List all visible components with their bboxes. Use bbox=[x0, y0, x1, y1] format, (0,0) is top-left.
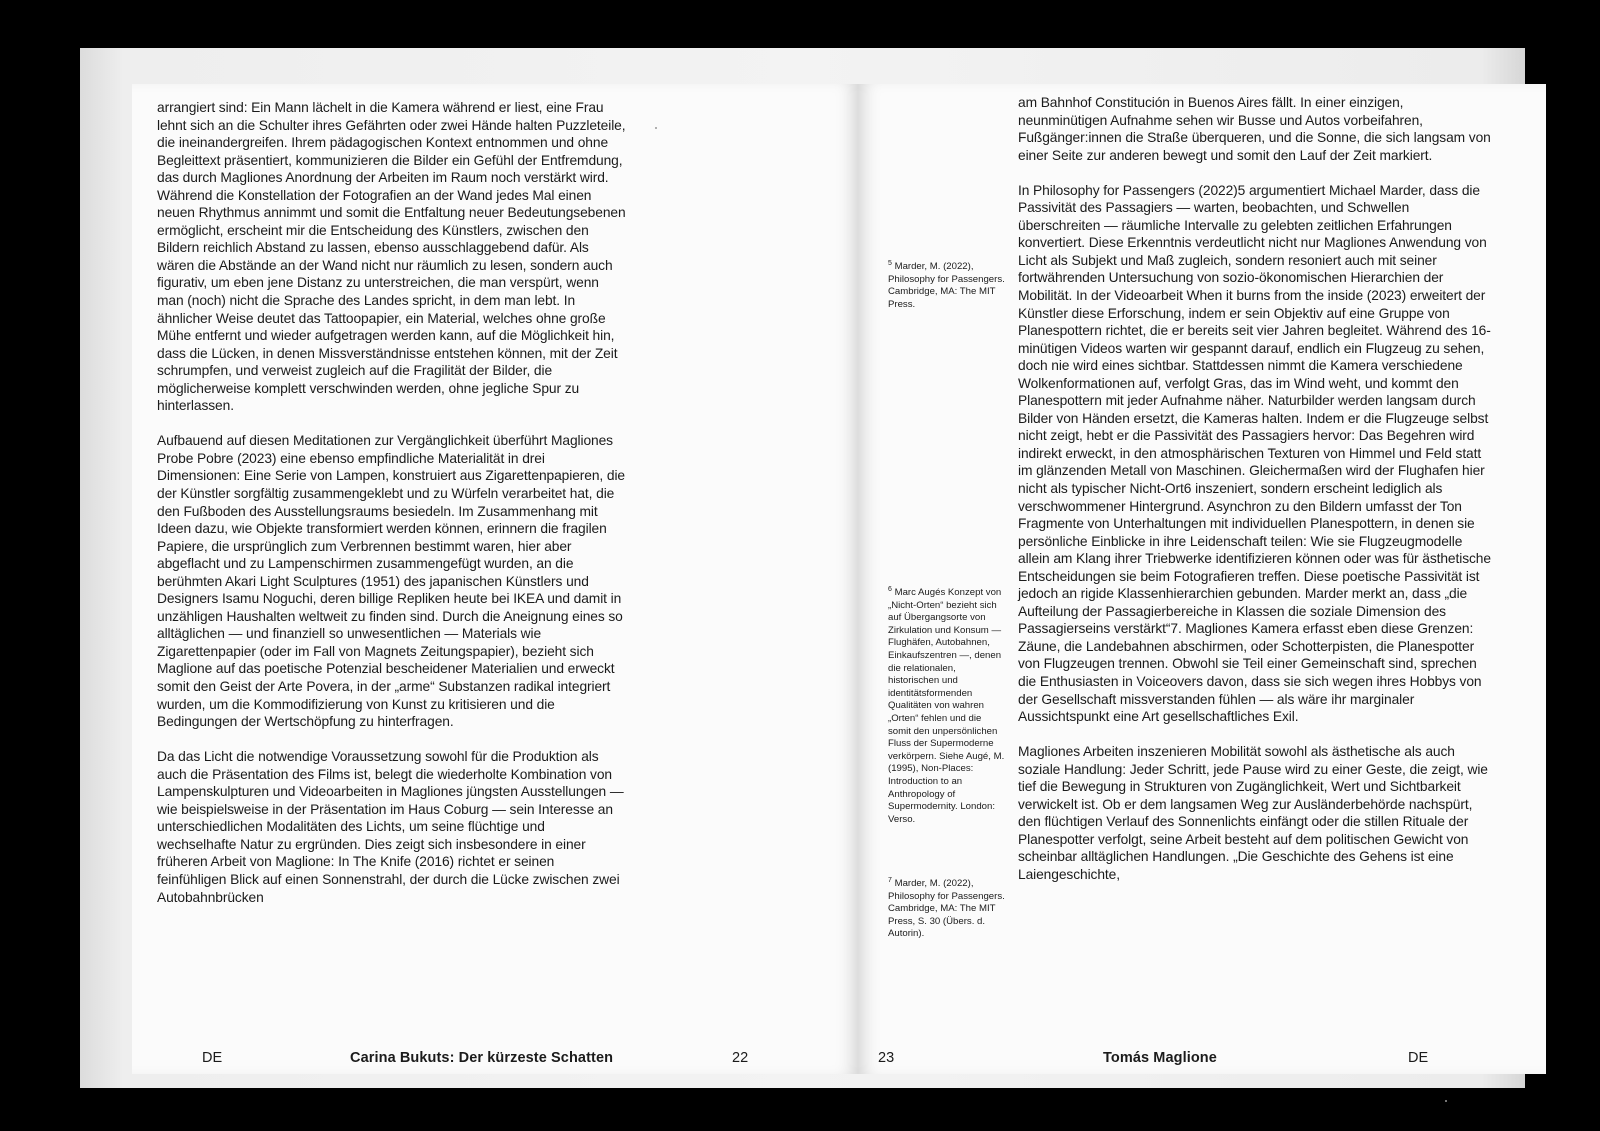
footer-language: DE bbox=[202, 1050, 223, 1066]
paragraph: Aufbauend auf diesen Meditationen zur Vergänglichkeit überführt Magliones Probe Pobre (2023) eine ebenso empfindliche Materialität in drei Dimensionen: Eine Serie von Lampen, konstruiert aus Zigarettenpapieren, die der Künstler sorgfältig zusammengeklebt und zu Würfeln verarbeitet hat, die den Fußboden des Ausstellungsraums besiedeln. Im Zusammenhang mit Ideen dazu, wie Objekte transformiert werden können, erinnern die fragilen Papiere, die ursprünglich zum Verbrennen bestimmt waren, hier aber abgeflacht und zu Lampenschirmen zusammengefügt wurden, an die berühmten Akari Light Sculptures (1951) des japanischen Künstlers und Designers Isamu Noguchi, deren billige Repliken heute bei IKEA und damit in unzähligen Haushalten weltweit zu finden sind. Durch die Aneignung eines so alltäglichen — und finanziell so unwesentlichen — Materials wie Zigarettenpapier (oder im Fall von Magnets Zeitungspapier), bezieht sich Maglione auf das poetische Potenzial bescheidener Materialien und erweckt somit den Geist der Arte Povera, in der „arme“ Substanzen radikal integriert wurden, um die Kommodifizierung von Kunst zu kritisieren und die Bedingungen der Wertschöpfung zu hinterfragen. bbox=[157, 433, 626, 730]
footer-language: DE bbox=[1408, 1050, 1429, 1066]
footnote-text: Marder, M. (2022), Philosophy for Passengers. Cambridge, MA: The MIT Press, S. 30 (Übers. d. Autorin). bbox=[888, 878, 1005, 940]
footnote bbox=[888, 261, 1006, 311]
page-number: 23 bbox=[878, 1050, 895, 1066]
footnote bbox=[888, 878, 1006, 941]
paragraph: Da das Licht die notwendige Voraussetzung sowohl für die Produktion als auch die Präsentation des Films ist, belegt die wiederholte Kombination von Lampenskulpturen und Videoarbeiten in Magliones jüngsten Ausstellungen — wie beispielsweise in der Präsentation im Haus Coburg — sein Interesse an unterschiedlichen Modalitäten des Lichts, um seine flüchtige und wechselhafte Natur zu ergründen. Dies zeigt sich insbesondere in einer früheren Arbeit von Maglione: In The Knife (2016) richtet er seinen feinfühligen Blick auf einen Sonnenstrahl, der durch die Lücke zwischen zwei Autobahnbrücken bbox=[157, 749, 624, 905]
dust-speck bbox=[1445, 1100, 1447, 1102]
paragraph: am Bahnhof Constitución in Buenos Aires fällt. In einer einzigen, neunminütigen Aufnahme sehen wir Busse und Autos vorbeifahren, Fußgänger:innen die Straße überqueren, und die Sonne, die sich langsam von einer Seite zur anderen bewegt und somit den Lauf der Zeit markiert. bbox=[1018, 95, 1491, 163]
left-body-text bbox=[157, 99, 627, 924]
left-page bbox=[132, 84, 858, 1074]
footnote-text: Marc Augés Konzept von „Nicht-Orten“ bezieht sich auf Übergangsorte von Zirkulation und Konsum — Flughäfen, Autobahnen, Einkaufszentren —, denen die relationalen, historischen und identitätsformenden Qualitäten von wahren „Orten“ fehlen und die somit den unpersönlichen Fluss der Supermoderne verkörpern. Siehe Augé, M. (1995), Non-Places: Introduction to an Anthropology of Supermodernity. London: Verso. bbox=[888, 587, 1005, 825]
open-book bbox=[80, 48, 1525, 1088]
footnote-text: Marder, M. (2022), Philosophy for Passengers. Cambridge, MA: The MIT Press. bbox=[888, 261, 1005, 310]
footnote bbox=[888, 587, 1006, 826]
page-number: 22 bbox=[732, 1050, 749, 1066]
dust-speck bbox=[655, 127, 657, 129]
paragraph: arrangiert sind: Ein Mann lächelt in die Kamera während er liest, eine Frau lehnt sich an die Schulter ihres Gefährten oder zwei Hände halten Puzzleteile, die ineinandergreifen. Ihrem pädagogischen Kontext entnommen und ohne Begleittext präsentiert, kommunizieren die Bilder ein Gefühl der Entfremdung, das durch Magliones Anordnung der Arbeiten im Raum noch verstärkt wird. Während die Konstellation der Fotografien an der Wand jedes Mal einen neuen Rhythmus annimmt und somit die Entfaltung neuer Bedeutungsebenen ermöglicht, erscheint mir die Entscheidung des Künstlers, zwischen den Bildern reichlich Abstand zu lassen, ebenso ausschlaggebend dafür. Als wären die Abstände an der Wand nicht nur räumlich zu lesen, sondern auch figurativ, um eben jene Distanz zu unterstreichen, die man verspürt, wenn man (noch) nicht die Sprache des Landes spricht, in dem man lebt. In ähnlicher Weise deutet das Tattoopapier, ein Material, welches ohne große Mühe entfernt und wieder aufgetragen werden kann, auf die Möglichkeit hin, dass die Lücken, in denen Missverständnisse entstehen können, mit der Zeit schrumpfen, und verweist zugleich auf die Fragilität der Bilder, die möglicherweise komplett verschwinden werden, ohne jegliche Spur zu hinterlassen. bbox=[157, 100, 626, 414]
right-page bbox=[858, 84, 1546, 1074]
paragraph: Magliones Arbeiten inszenieren Mobilität sowohl als ästhetische als auch soziale Handlung: Jeder Schritt, jede Pause wird zu einer Geste, die zeigt, wie tief die Bewegung in Strukturen von Zugänglichkeit, Wert und Sichtbarkeit verwickelt ist. Ob er dem langsamen Weg zur Ausländerbehörde nachspürt, den flüchtigen Verlauf des Sonnenlichts einfängt oder die stillen Rituale der Planespotter verfolgt, seine Arbeit besteht auf dem politischen Gewicht von scheinbar alltäglichen Handlungen. „Die Geschichte des Gehens ist eine Laiengeschichte, bbox=[1018, 744, 1488, 882]
right-body-text bbox=[1018, 94, 1493, 901]
footnote-number: 5 bbox=[888, 259, 892, 267]
running-title: Tomás Maglione bbox=[1103, 1050, 1217, 1066]
footnote-number: 6 bbox=[888, 585, 892, 593]
running-title: Carina Bukuts: Der kürzeste Schatten bbox=[350, 1050, 614, 1066]
paragraph: In Philosophy for Passengers (2022)5 argumentiert Michael Marder, dass die Passivität des Passagiers — warten, beobachten, und Schwellen überschreiten — räumliche Intervalle zu gelebten zeitlichen Erfahrungen konvertiert. Diese Erkenntnis verdeutlicht nicht nur Magliones Anwendung von Licht als Subjekt und Maß zugleich, sondern resoniert auch mit seiner fortwährenden Untersuchung von sozio-ökonomischen Hierarchien der Mobilität. In der Videoarbeit When it burns from the inside (2023) erweitert der Künstler diese Erforschung, indem er sein Objektiv auf eine Gruppe von Planespottern richtet, die er bereits seit vier Jahren begleitet. Während des 16-minütigen Videos warten wir gespannt darauf, endlich ein Flugzeug zu sehen, doch nie wird eines sichtbar. Stattdessen nimmt die Kamera verschiedene Wolkenformationen auf, verfolgt Gras, das im Wind weht, und kommt den Planespottern mit jeder Aufnahme näher. Naturbilder werden langsam durch Bilder von Händen ersetzt, die Kameras halten. Indem er die Flugzeuge selbst nicht zeigt, hebt er die Passivität des Passagiers hervor: Das Begehren wird indirekt erweckt, in den atmosphärischen Texturen von Himmel und Feld statt im glänzenden Metall von Maschinen. Gleichermaßen wird der Flughafen hier nicht als typischer Nicht-Ort6 inszeniert, sondern erscheint lediglich als verschwommener Hintergrund. Asynchron zu den Bildern umfasst der Ton Fragmente von Unterhaltungen mit individuellen Planespottern, in denen sie persönliche Einblicke in ihre Leidenschaft teilen: Wie sie Flugzeugmodelle allein am Klang ihrer Triebwerke identifizieren können oder was für ästhetische Entscheidungen sie beim Fotografieren treffen. Diese poetische Passivität ist jedoch an rigide Klassenhierarchien gebunden. Marder merkt an, dass „die Aufteilung der Passagierbereiche in Klassen die soziale Dimension des Passagierseins verstärkt“7. Magliones Kamera erfasst eben diese Grenzen: Zäune, die Landebahnen abschirmen, oder Schotterpisten, die Planespotter von Flugzeugen trennen. Obwohl sie Teil einer Gemeinschaft sind, sprechen die Enthusiasten in Voiceovers davon, dass sie sich wegen ihres Hobbys von der Gesellschaft missverstanden fühlen — als wäre ihr marginaler Aussichtspunkt eine Art gesellschaftliches Exil. bbox=[1018, 182, 1491, 725]
footnote-number: 7 bbox=[888, 876, 892, 884]
